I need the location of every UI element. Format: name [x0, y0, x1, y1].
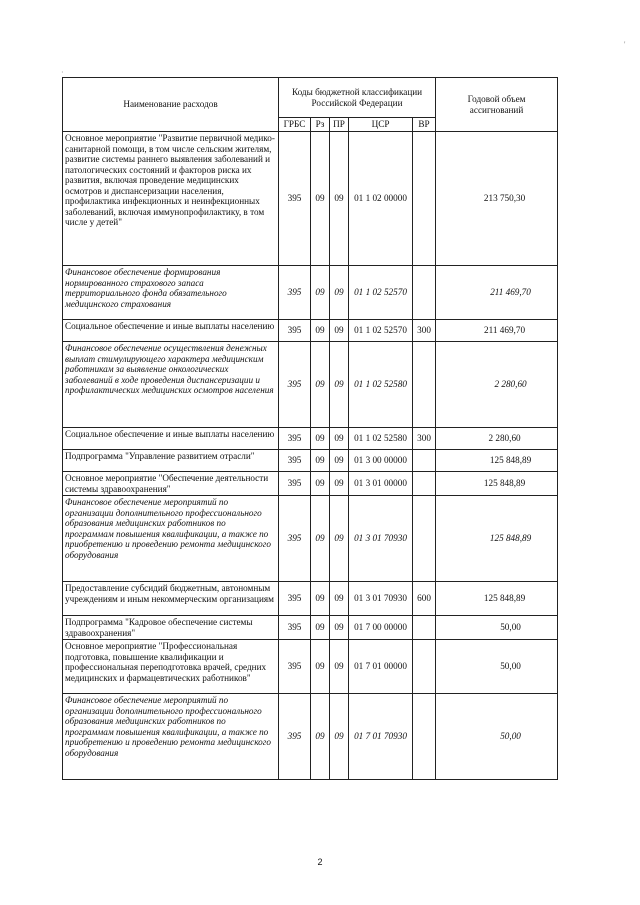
row-csr: 01 1 02 52570 — [349, 320, 413, 342]
row-amount: 211 469,70 — [436, 320, 558, 342]
header-name: Наименование расходов — [63, 78, 279, 132]
row-grbs: 395 — [279, 582, 311, 616]
row-csr: 01 1 02 52570 — [349, 266, 413, 320]
row-csr: 01 7 01 70930 — [349, 694, 413, 780]
header-pr: ПР — [330, 118, 349, 132]
row-name: Финансовое обеспечение осуществления денежных выплат стимулирующего характера медицинским работникам за выявление онкологических заболеваний в ходе проведения диспансеризации и профилактических медицинских осмотров населения — [63, 342, 279, 428]
row-rz: 09 — [311, 342, 330, 428]
row-pr: 09 — [330, 132, 349, 266]
row-rz: 09 — [311, 616, 330, 640]
row-name: Подпрограмма "Управление развитием отрасли" — [63, 450, 279, 472]
row-rz: 09 — [311, 694, 330, 780]
row-grbs: 395 — [279, 472, 311, 496]
row-grbs: 395 — [279, 320, 311, 342]
row-pr: 09 — [330, 496, 349, 582]
table-row — [63, 582, 558, 616]
table-row — [63, 342, 558, 428]
row-vr: 300 — [413, 428, 436, 450]
row-csr: 01 1 02 52580 — [349, 342, 413, 428]
row-grbs: 395 — [279, 428, 311, 450]
row-amount: 125 848,89 — [436, 450, 558, 472]
row-grbs: 395 — [279, 496, 311, 582]
row-name: Финансовое обеспечение мероприятий по организации дополнительного профессионального образования медицинских работников по программам повышения квалификации, а также по приобретению и проведению ремонта медицинского оборудования — [63, 496, 279, 582]
table-row — [63, 450, 558, 472]
table-row — [63, 496, 558, 582]
row-name: Подпрограмма "Кадровое обеспечение системы здравоохранения" — [63, 616, 279, 640]
table-row — [63, 132, 558, 266]
row-amount: 125 848,89 — [436, 582, 558, 616]
row-vr: 300 — [413, 320, 436, 342]
row-rz: 09 — [311, 582, 330, 616]
row-amount: 50,00 — [436, 616, 558, 640]
table-body — [63, 132, 558, 780]
row-name: Социальное обеспечение и иные выплаты населению — [63, 320, 279, 342]
header-rz: Рз — [311, 118, 330, 132]
scan-speck-icon: · — [61, 68, 64, 77]
row-vr — [413, 694, 436, 780]
row-csr: 01 3 00 00000 — [349, 450, 413, 472]
row-amount: 50,00 — [436, 640, 558, 694]
row-vr — [413, 496, 436, 582]
table-row — [63, 320, 558, 342]
row-amount: 50,00 — [436, 694, 558, 780]
row-grbs: 395 — [279, 450, 311, 472]
row-amount: 125 848,89 — [436, 496, 558, 582]
row-pr: 09 — [330, 694, 349, 780]
table-row — [63, 694, 558, 780]
page-number: 2 — [317, 857, 323, 867]
scan-edge-mark-icon: ' — [624, 40, 626, 49]
row-amount: 125 848,89 — [436, 472, 558, 496]
table-row — [63, 428, 558, 450]
row-vr — [413, 616, 436, 640]
row-name: Социальное обеспечение и иные выплаты населению — [63, 428, 279, 450]
table-row — [63, 616, 558, 640]
header-amount: Годовой объем ассигнований — [436, 78, 558, 132]
row-name: Основное мероприятие "Профессиональная подготовка, повышение квалификации и профессиональная переподготовка врачей, средних медицинских и фармацевтических работников" — [63, 640, 279, 694]
row-vr — [413, 640, 436, 694]
row-csr: 01 7 01 00000 — [349, 640, 413, 694]
table-row — [63, 472, 558, 496]
header-grbs: ГРБС — [279, 118, 311, 132]
row-rz: 09 — [311, 450, 330, 472]
row-pr: 09 — [330, 616, 349, 640]
row-csr: 01 3 01 70930 — [349, 496, 413, 582]
row-amount: 2 280,60 — [436, 342, 558, 428]
row-csr: 01 3 01 70930 — [349, 582, 413, 616]
header-csr: ЦСР — [349, 118, 413, 132]
table-row — [63, 640, 558, 694]
row-name: Основное мероприятие "Обеспечение деятельности системы здравоохранения" — [63, 472, 279, 496]
row-amount: 2 280,60 — [436, 428, 558, 450]
row-rz: 09 — [311, 320, 330, 342]
table-row — [63, 266, 558, 320]
row-pr: 09 — [330, 266, 349, 320]
row-rz: 09 — [311, 496, 330, 582]
row-vr — [413, 342, 436, 428]
row-csr: 01 1 02 52580 — [349, 428, 413, 450]
row-rz: 09 — [311, 132, 330, 266]
budget-table — [62, 77, 558, 780]
row-rz: 09 — [311, 472, 330, 496]
row-name: Основное мероприятие "Развитие первичной медико-санитарной помощи, в том числе сельским жителям, развитие системы раннего выявления заболеваний и патологических состояний и факторов риска их развития, включая проведение медицинских осмотров и диспансеризации населения, профилактика инфекционных и неинфекционных заболеваний, включая иммунопрофилактику, в том числе у детей" — [63, 132, 279, 266]
row-vr: 600 — [413, 582, 436, 616]
row-vr — [413, 450, 436, 472]
row-grbs: 395 — [279, 640, 311, 694]
row-grbs: 395 — [279, 342, 311, 428]
row-pr: 09 — [330, 472, 349, 496]
row-vr — [413, 472, 436, 496]
row-grbs: 395 — [279, 132, 311, 266]
row-grbs: 395 — [279, 616, 311, 640]
row-csr: 01 1 02 00000 — [349, 132, 413, 266]
row-rz: 09 — [311, 428, 330, 450]
row-pr: 09 — [330, 640, 349, 694]
row-pr: 09 — [330, 582, 349, 616]
row-vr — [413, 132, 436, 266]
header-codes: Коды бюджетной классификации Российской Федерации — [279, 78, 436, 118]
row-pr: 09 — [330, 428, 349, 450]
header-vr: ВР — [413, 118, 436, 132]
row-csr: 01 3 01 00000 — [349, 472, 413, 496]
row-pr: 09 — [330, 320, 349, 342]
row-name: Финансовое обеспечение мероприятий по организации дополнительного профессионального образования медицинских работников по программам повышения квалификации, а также по приобретению и проведению ремонта медицинского оборудования — [63, 694, 279, 780]
row-amount: 213 750,30 — [436, 132, 558, 266]
row-grbs: 395 — [279, 266, 311, 320]
row-name: Финансовое обеспечение формирования нормированного страхового запаса территориального фонда обязательного медицинского страхования — [63, 266, 279, 320]
row-rz: 09 — [311, 266, 330, 320]
row-grbs: 395 — [279, 694, 311, 780]
row-pr: 09 — [330, 450, 349, 472]
row-amount: 211 469,70 — [436, 266, 558, 320]
row-name: Предоставление субсидий бюджетным, автономным учреждениям и иным некоммерческим организациям — [63, 582, 279, 616]
row-csr: 01 7 00 00000 — [349, 616, 413, 640]
row-pr: 09 — [330, 342, 349, 428]
table-header — [63, 78, 558, 132]
row-rz: 09 — [311, 640, 330, 694]
row-vr — [413, 266, 436, 320]
